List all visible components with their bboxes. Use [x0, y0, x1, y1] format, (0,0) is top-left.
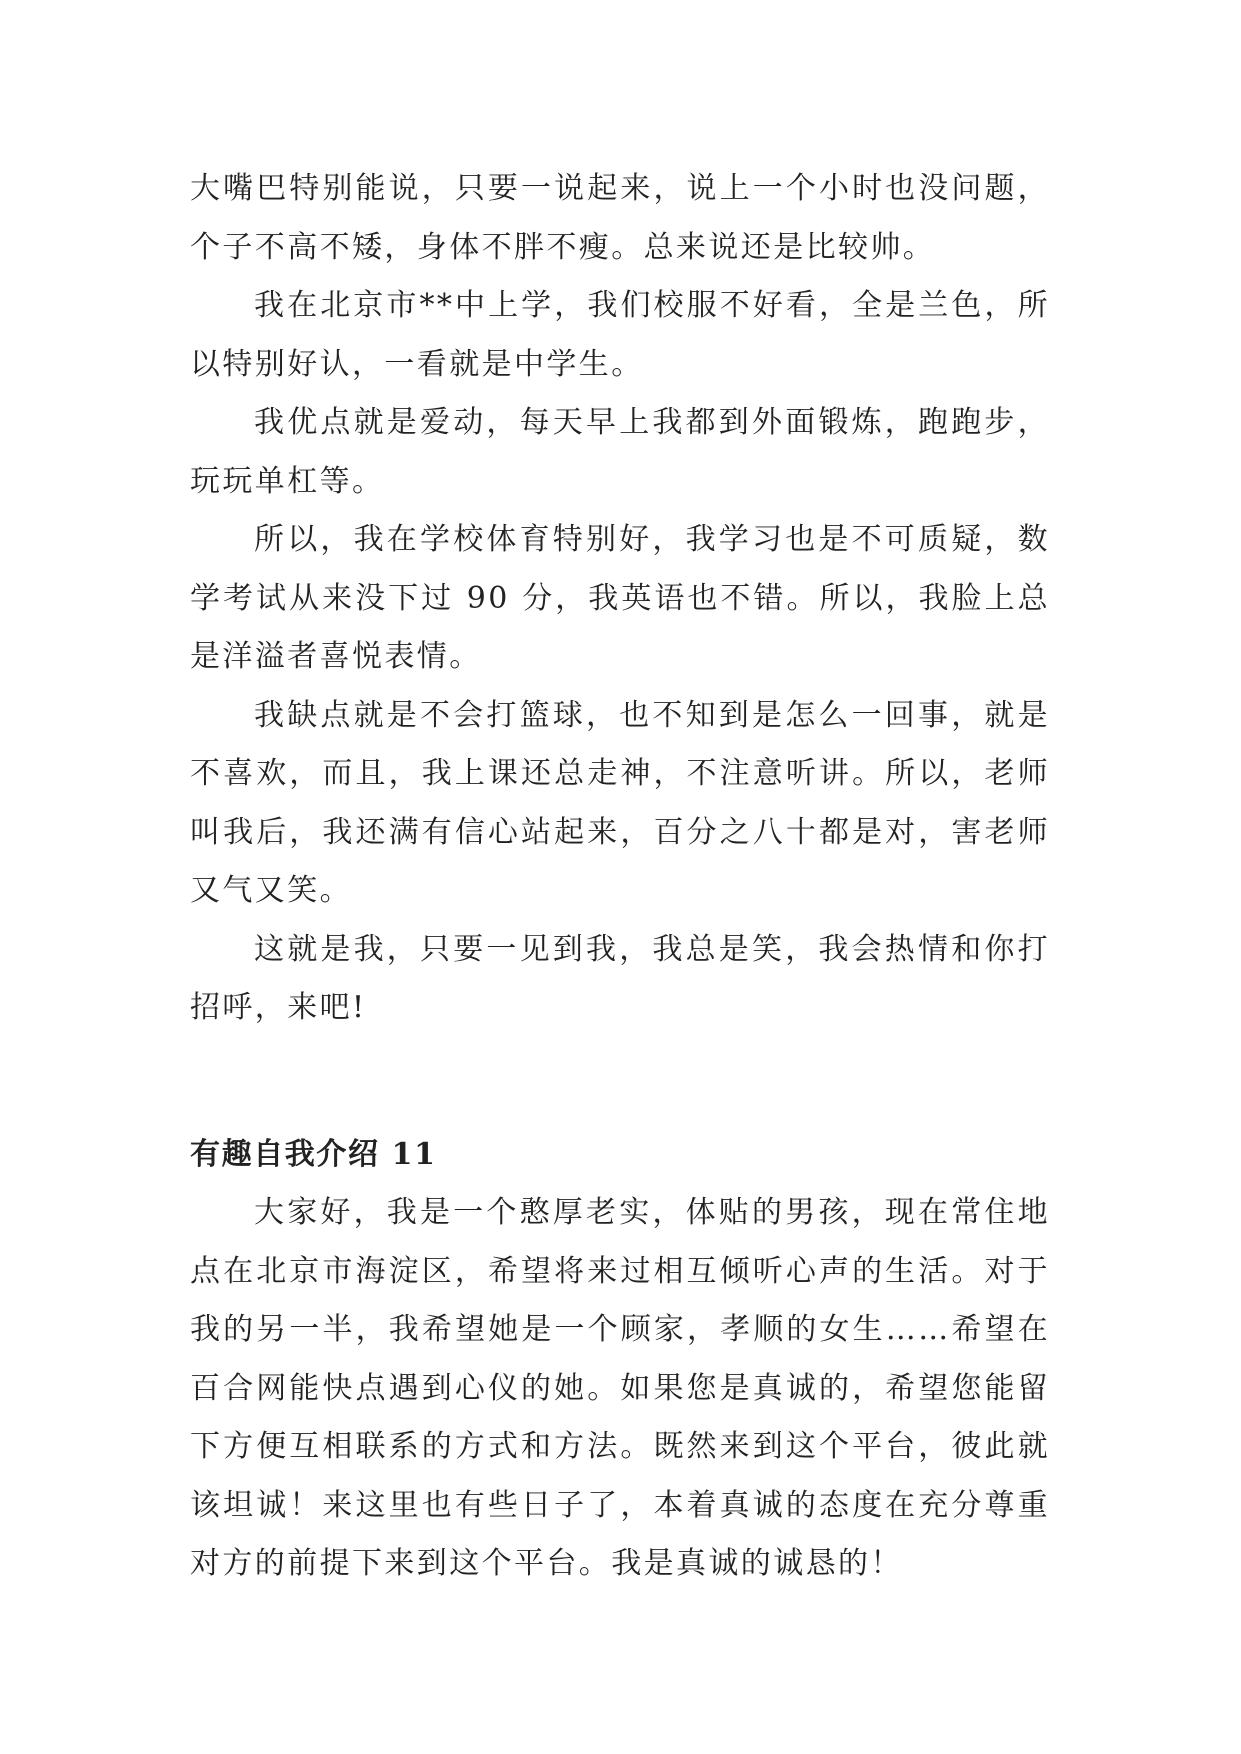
section-spacer [190, 1038, 1050, 1126]
section-heading: 有趣自我介绍 11 [190, 1136, 437, 1172]
paragraph-strengths: 我优点就是爱动，每天早上我都到外面锻炼，跑跑步，玩玩单杠等。 [190, 405, 1050, 499]
paragraph-school: 我在北京市**中上学，我们校服不好看，全是兰色，所以特别好认，一看就是中学生。 [190, 288, 1050, 382]
paragraph-continuation: 大嘴巴特别能说，只要一说起来，说上一个小时也没问题，个子不高不矮，身体不胖不瘦。总来说还是比较帅。 [190, 171, 1050, 265]
paragraph-introduction: 大家好，我是一个憨厚老实，体贴的男孩，现在常住地点在北京市海淀区，希望将来过相互倾听心声的生活。对于我的另一半，我希望她是一个顾家，孝顺的女生……希望在百合网能快点遇到心仪的她。如果您是真诚的，希望您能留下方便互相联系的方式和方法。既然来到这个平台，彼此就该坦诚！来这里也有些日子了，本着真诚的态度在充分尊重对方的前提下来到这个平台。我是真诚的诚恳的！ [190, 1195, 1050, 1581]
paragraph-closing: 这就是我，只要一见到我，我总是笑，我会热情和你打招呼，来吧! [190, 931, 1050, 1025]
paragraph-studies: 所以，我在学校体育特别好，我学习也是不可质疑，数学考试从来没下过 90 分，我英语也不错。所以，我脸上总是洋溢者喜悦表情。 [190, 522, 1050, 674]
document-body [190, 160, 1050, 1594]
paragraph-weaknesses: 我缺点就是不会打篮球，也不知到是怎么一回事，就是不喜欢，而且，我上课还总走神，不注意听讲。所以，老师叫我后，我还满有信心站起来，百分之八十都是对，害老师又气又笑。 [190, 697, 1050, 908]
